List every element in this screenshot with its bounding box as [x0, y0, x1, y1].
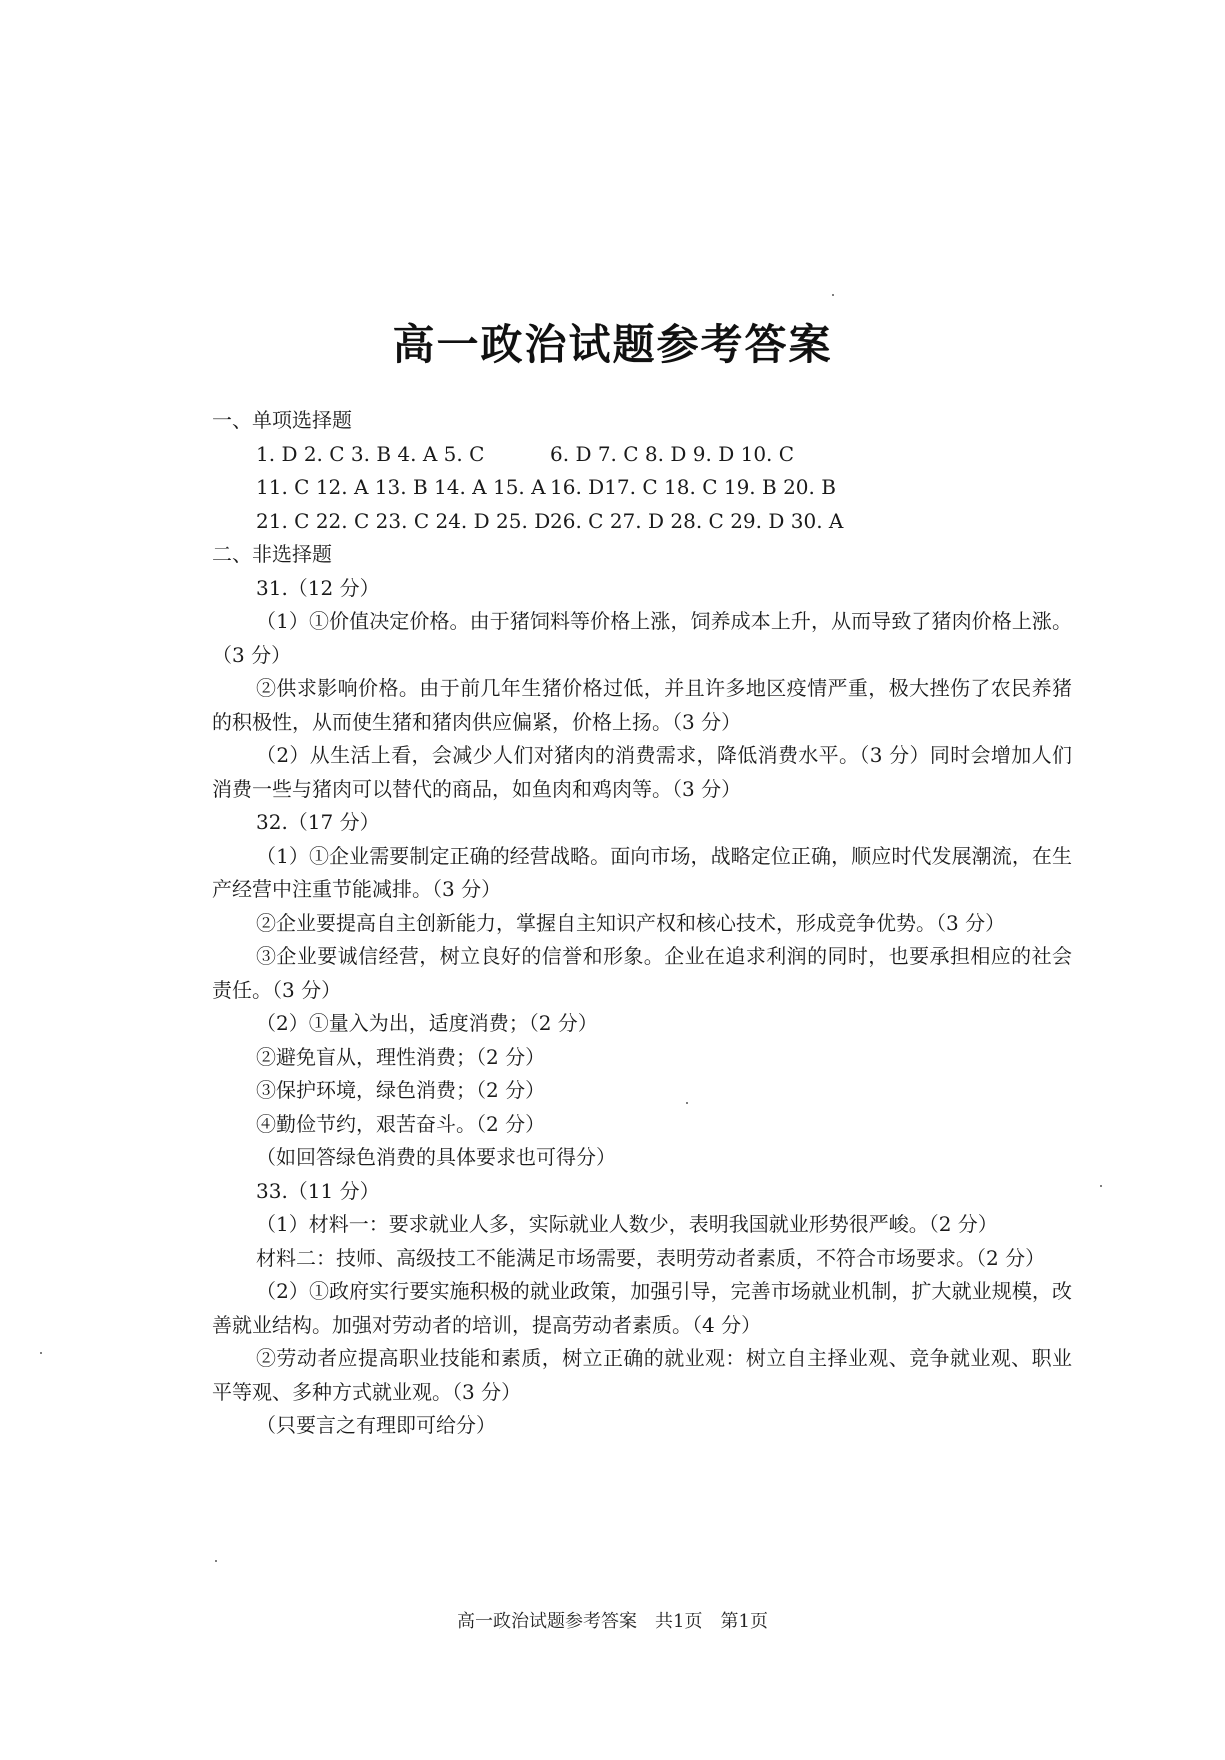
q31-answer-1: （1）①价值决定价格。由于猪饲料等价格上涨，饲养成本上升，从而导致了猪肉价格上涨。（3 分）	[212, 609, 1072, 667]
page-title: 高一政治试题参考答案	[392, 320, 833, 369]
mc-answers-left: 1. D 2. C 3. B 4. A 5. C	[256, 441, 485, 466]
q32-note: （如回答绿色消费的具体要求也可得分）	[256, 1145, 616, 1169]
mc-answer-row	[212, 438, 1072, 472]
answer-content	[212, 404, 1072, 1443]
q33-note: （只要言之有理即可给分）	[256, 1413, 496, 1437]
section-heading-free-response: 二、非选择题	[212, 542, 332, 566]
q31-answer-2: ②供求影响价格。由于前几年生猪价格过低，并且许多地区疫情严重，极大挫伤了农民养猪的积极性，从而使生猪和猪肉供应偏紧，价格上扬。（3 分）	[212, 676, 1072, 734]
question-31-heading: 31.（12 分）	[256, 575, 380, 600]
scan-speck	[832, 294, 834, 296]
q32-answer-7: ④勤俭节约，艰苦奋斗。（2 分）	[256, 1111, 546, 1136]
scan-speck	[40, 1352, 42, 1354]
scan-speck	[686, 1102, 688, 1104]
q33-answer-3: （2）①政府实行要实施积极的就业政策，加强引导，完善市场就业机制，扩大就业规模，改善就业结构。加强对劳动者的培训，提高劳动者素质。（4 分）	[212, 1279, 1072, 1337]
mc-answers-right: 26. C 27. D 28. C 29. D 30. A	[550, 508, 844, 533]
question-33-heading: 33.（11 分）	[256, 1178, 380, 1203]
q32-answer-1: （1）①企业需要制定正确的经营战略。面向市场，战略定位正确，顺应时代发展潮流，在生产经营中注重节能减排。（3 分）	[212, 843, 1072, 901]
mc-answer-row	[212, 505, 1072, 539]
q31-answer-3: （2）从生活上看，会减少人们对猪肉的消费需求，降低消费水平。（3 分）同时会增加人们消费一些与猪肉可以替代的商品，如鱼肉和鸡肉等。（3 分）	[212, 743, 1072, 801]
q33-answer-2: 材料二：技师、高级技工不能满足市场需要，表明劳动者素质，不符合市场要求。（2 分）	[256, 1245, 1046, 1270]
mc-answers-right: 16. D17. C 18. C 19. B 20. B	[550, 475, 836, 499]
section-heading-multiple-choice: 一、单项选择题	[212, 408, 352, 432]
scan-speck	[1100, 1185, 1102, 1187]
q32-answer-5: ②避免盲从，理性消费；（2 分）	[256, 1044, 546, 1069]
q32-answer-4: （2）①量入为出，适度消费；（2 分）	[256, 1011, 598, 1035]
q32-answer-6: ③保护环境，绿色消费；（2 分）	[256, 1078, 546, 1102]
mc-answers-left: 21. C 22. C 23. C 24. D 25. D	[256, 508, 551, 533]
q33-answer-4: ②劳动者应提高职业技能和素质，树立正确的就业观：树立自主择业观、竞争就业观、职业平等观、多种方式就业观。（3 分）	[212, 1346, 1072, 1404]
mc-answers-left: 11. C 12. A 13. B 14. A 15. A	[256, 475, 546, 499]
q32-answer-3: ③企业要诚信经营，树立良好的信誉和形象。企业在追求利润的同时，也要承担相应的社会责任。（3 分）	[212, 944, 1072, 1002]
mc-answers-right: 6. D 7. C 8. D 9. D 10. C	[550, 441, 795, 466]
q32-answer-2: ②企业要提高自主创新能力，掌握自主知识产权和核心技术，形成竞争优势。（3 分）	[256, 910, 1006, 935]
mc-answer-row	[212, 471, 1072, 505]
scan-speck	[215, 1560, 217, 1562]
page-footer: 高一政治试题参考答案 共1页 第1页	[457, 1611, 768, 1632]
question-32-heading: 32.（17 分）	[256, 810, 380, 834]
q33-answer-1: （1）材料一：要求就业人多，实际就业人数少，表明我国就业形势很严峻。（2 分）	[256, 1212, 998, 1236]
